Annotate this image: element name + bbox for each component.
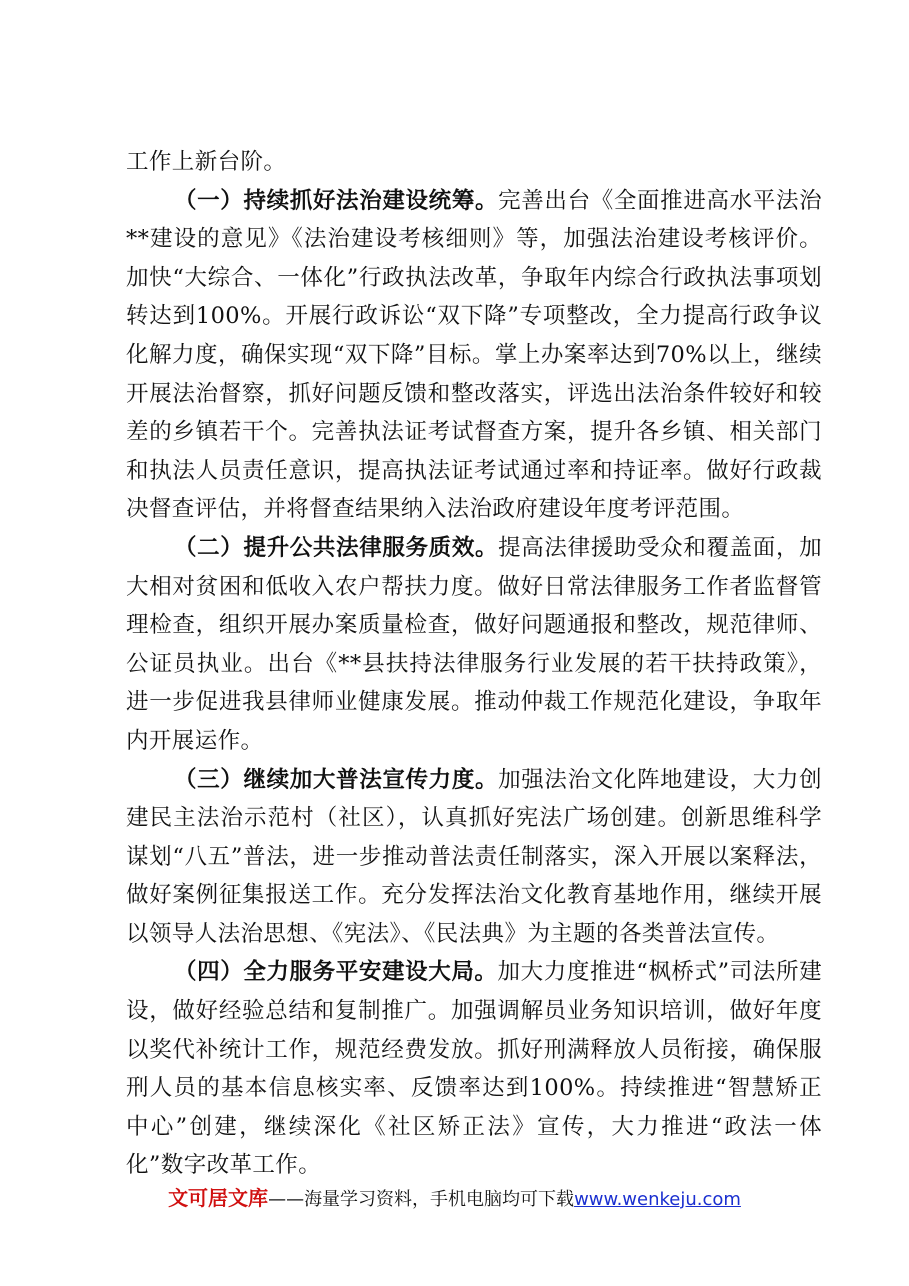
- intro-line: 工作上新台阶。: [126, 149, 287, 175]
- section-3-body: 加强法治文化阵地建设，大力创建民主法治示范村（社区），认真抓好宪法广场创建。创新思维科学谋划“八五”普法，进一步推动普法责任制落实，深入开展以案释法，做好案例征集报送工作。充分发挥法治文化教育基地作用，继续开展以领导人法治思想、《宪法》、《民法典》为主题的各类普法宣传。: [126, 766, 822, 947]
- footer-banner: [0, 1182, 909, 1211]
- footer-brand: 文可居文库: [168, 1186, 269, 1210]
- footer-tagline: ——海量学习资料，手机电脑均可下载: [268, 1189, 575, 1210]
- footer-website-link[interactable]: www.wenkeju.com: [574, 1189, 741, 1210]
- section-3-heading: （三）继续加大普法宣传力度。: [174, 766, 499, 793]
- section-2-heading: （二）提升公共法律服务质效。: [174, 534, 499, 561]
- section-4: [126, 953, 822, 1185]
- section-1: [126, 182, 822, 529]
- section-2-body: 提高法律援助受众和覆盖面，加大相对贫困和低收入农户帮扶力度。做好日常法律服务工作者监督管理检查，组织开展办案质量检查，做好问题通报和整改，规范律师、公证员执业。出台《**县扶持法律服务行业发展的若干扶持政策》，进一步促进我县律师业健康发展。推动仲裁工作规范化建设，争取年内开展运作。: [126, 534, 822, 754]
- section-3: [126, 761, 822, 954]
- section-4-body: 加大力度推进“枫桥式”司法所建设，做好经验总结和复制推广。加强调解员业务知识培训，做好年度以奖代补统计工作，规范经费发放。抓好刑满释放人员衔接，确保服刑人员的基本信息核实率、反馈率达到100%。持续推进“智慧矫正中心”创建，继续深化《社区矫正法》宣传，大力推进“政法一体化”数字改革工作。: [126, 959, 822, 1179]
- section-1-heading: （一）持续抓好法治建设统筹。: [174, 187, 499, 214]
- document-body: [126, 143, 822, 1185]
- section-2: [126, 529, 822, 761]
- section-1-body: 完善出台《全面推进高水平法治**建设的意见》《法治建设考核细则》等，加强法治建设考核评价。加快“大综合、一体化”行政执法改革，争取年内综合行政执法事项划转达到100%。开展行政诉讼“双下降”专项整改，全力提高行政争议化解力度，确保实现“双下降”目标。掌上办案率达到70%以上，继续开展法治督察，抓好问题反馈和整改落实，评选出法治条件较好和较差的乡镇若干个。完善执法证考试督查方案，提升各乡镇、相关部门和执法人员责任意识，提高执法证考试通过率和持证率。做好行政裁决督查评估，并将督查结果纳入法治政府建设年度考评范围。: [126, 187, 822, 523]
- section-4-heading: （四）全力服务平安建设大局。: [174, 959, 498, 986]
